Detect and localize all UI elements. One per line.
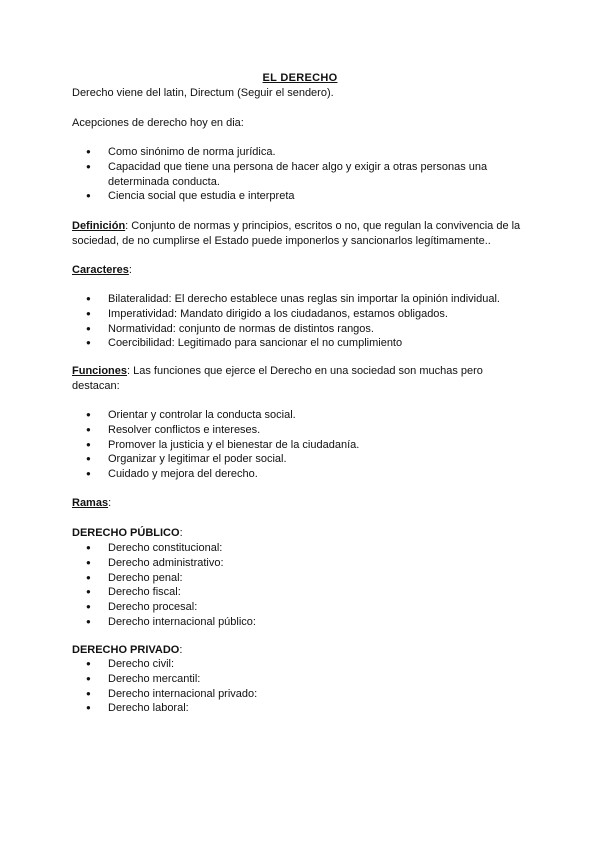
privado-suffix: : — [179, 644, 183, 656]
list-item: ● Organizar y legitimar el poder social. — [72, 452, 532, 467]
funciones-label: Funciones — [72, 365, 128, 377]
privado-heading — [72, 643, 532, 658]
publico-suffix: : — [179, 527, 183, 539]
funciones-list — [72, 408, 532, 482]
funciones-paragraph — [72, 364, 512, 394]
acepciones-list — [72, 145, 532, 204]
list-item: ● Derecho constitucional: — [72, 541, 532, 556]
ramas-heading — [72, 496, 532, 511]
funciones-list-wrap — [72, 408, 532, 482]
list-item: ● Derecho fiscal: — [72, 585, 532, 600]
privado-list-wrap — [72, 657, 532, 716]
ramas-heading-wrap — [72, 496, 532, 511]
acepciones-heading: Acepciones de derecho hoy en dia: — [72, 117, 244, 129]
caracteres-heading-wrap — [72, 263, 532, 278]
list-item: ● Ciencia social que estudia e interpreta — [72, 189, 532, 204]
definicion-text: : Conjunto de normas y principios, escritos o no, que regulan la convivencia de la sociedad, de no cumplirse el Estado puede imponerlos y sancionarlos legítimamente.. — [72, 220, 521, 247]
list-item: ● Orientar y controlar la conducta social. — [72, 408, 532, 423]
list-item: ● Como sinónimo de norma jurídica. — [72, 145, 532, 160]
publico-heading — [72, 526, 532, 541]
list-item: ● Derecho mercantil: — [72, 672, 532, 687]
list-item: ● Derecho administrativo: — [72, 556, 532, 571]
list-item: ● Cuidado y mejora del derecho. — [72, 467, 532, 482]
intro-text: Derecho viene del latin, Directum (Seguir el sendero). — [72, 87, 334, 99]
publico-list-wrap — [72, 541, 532, 630]
list-item: ● Imperatividad: Mandato dirigido a los ciudadanos, estamos obligados. — [72, 307, 542, 322]
list-item: ● Bilateralidad: El derecho establece unas reglas sin importar la opinión individual. — [72, 292, 542, 307]
list-item: ● Normatividad: conjunto de normas de distintos rangos. — [72, 322, 542, 337]
definicion-label: Definición — [72, 220, 126, 232]
caracteres-suffix: : — [128, 264, 132, 276]
list-item: ● Coercibilidad: Legitimado para sancionar el no cumplimiento — [72, 336, 542, 351]
document-title: EL DERECHO — [262, 72, 338, 84]
caracteres-list-wrap — [72, 292, 542, 351]
privado-heading-wrap — [72, 643, 532, 658]
list-item: ● Resolver conflictos e intereses. — [72, 423, 532, 438]
list-item: ● Capacidad que tiene una persona de hacer algo y exigir a otras personas una determinada conducta. — [72, 160, 532, 190]
definicion-section — [72, 219, 532, 249]
acepciones-list-wrap — [72, 145, 532, 204]
funciones-text: : Las funciones que ejerce el Derecho en una sociedad son muchas pero destacan: — [72, 365, 483, 392]
intro-paragraph — [72, 86, 532, 101]
funciones-section — [72, 364, 512, 394]
publico-heading-wrap — [72, 526, 532, 541]
list-item: ● Promover la justicia y el bienestar de la ciudadanía. — [72, 438, 532, 453]
list-item: ● Derecho internacional privado: — [72, 687, 532, 702]
ramas-label: Ramas — [72, 497, 109, 509]
privado-list — [72, 657, 532, 716]
definicion-paragraph — [72, 219, 532, 249]
list-item: ● Derecho procesal: — [72, 600, 532, 615]
caracteres-list — [72, 292, 542, 351]
privado-label: DERECHO PRIVADO — [72, 644, 180, 656]
acepciones-section — [72, 116, 532, 131]
list-item: ● Derecho civil: — [72, 657, 532, 672]
list-item: ● Derecho penal: — [72, 571, 532, 586]
list-item: ● Derecho internacional público: — [72, 615, 532, 630]
caracteres-heading — [72, 263, 532, 278]
caracteres-label: Caracteres — [72, 264, 129, 276]
publico-label: DERECHO PÚBLICO — [72, 527, 180, 539]
list-item: ● Derecho laboral: — [72, 701, 532, 716]
publico-list — [72, 541, 532, 630]
ramas-suffix: : — [108, 497, 112, 509]
